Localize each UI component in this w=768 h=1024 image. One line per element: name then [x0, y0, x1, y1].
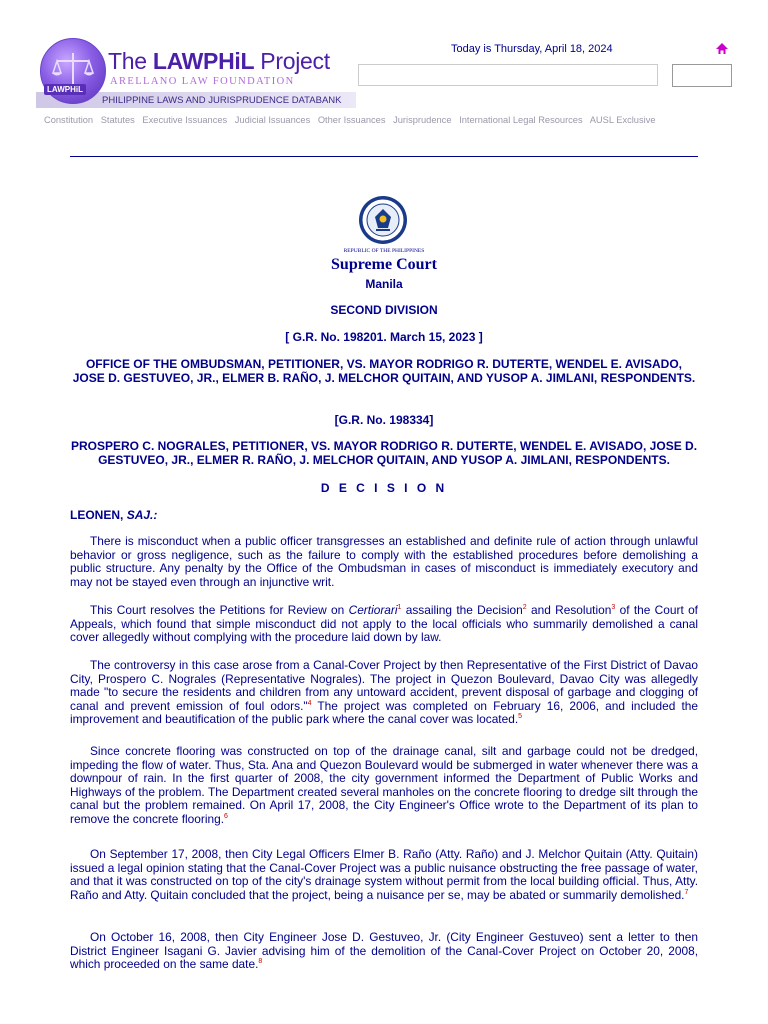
nav-item-executive-issuances[interactable]: Executive Issuances — [142, 115, 228, 125]
logo-databank-text: PHILIPPINE LAWS AND JURISPRUDENCE DATABANK — [102, 95, 342, 106]
supreme-court-seal-icon — [358, 195, 408, 245]
division-heading: SECOND DIVISION — [330, 303, 438, 317]
paragraph-3: The controversy in this case arose from a Canal-Cover Project by then Representative of the First District of Davao City, Prospero C. Nograles (Representative Nograles). The project in Quezon Boulevard, Davao City was allegedly made "to secure the residents and children from any untoward accident, prevent disposal of garbage and clogging of canal and prevent emission of foul odors."$^4$ The project was completed on February 16, 2006, and included the improvement and beautification of the public park where the canal cover was located.$^5$ — [70, 658, 698, 727]
logo-badge: LAWPHiL — [44, 84, 86, 95]
paragraph-5: On September 17, 2008, then City Legal Officers Elmer B. Raño (Atty. Raño) and J. Melchor Quitain (Atty. Quitain) issued a legal opinion stating that the Canal-Cover Project was a public nuisance obstructing the free passage of water, and that it was constructed on top of the city's drainage system without permit from the local building official. Thus, Atty. Raño and Atty. Quitain concluded that the project, being a nuisance per se, may be abated or summarily demolished.$^7$ — [70, 847, 698, 902]
nav-item-other-issuances[interactable]: Other Issuances — [317, 115, 386, 125]
republic-label: REPUBLIC OF THE PHILIPPINES — [343, 248, 425, 254]
footnote-ref[interactable]: 7 — [684, 888, 689, 896]
ponente: LEONEN, SAJ.: — [70, 508, 158, 522]
home-icon[interactable] — [715, 42, 729, 56]
footnote-ref[interactable]: 2 — [522, 604, 527, 612]
footnote-ref[interactable]: 5 — [518, 713, 523, 721]
lawphil-logo[interactable] — [36, 34, 366, 114]
site-header — [0, 0, 768, 135]
footnote-ref[interactable]: 6 — [224, 813, 228, 820]
nav-item-statutes[interactable]: Statutes — [100, 115, 135, 125]
nav-item-judicial-issuances[interactable]: Judicial Issuances — [234, 115, 311, 125]
current-date: Today is Thursday, April 18, 2024 — [451, 43, 613, 55]
decision-heading: D E C I S I O N — [320, 481, 448, 495]
footnote-ref[interactable]: 1 — [397, 604, 402, 612]
header-divider — [70, 156, 698, 157]
footnote-ref[interactable]: 8 — [258, 958, 263, 966]
nav-item-constitution[interactable]: Constitution — [44, 115, 94, 125]
case-parties-1: OFFICE OF THE OMBUDSMAN, PETITIONER, VS. MAYOR RODRIGO R. DUTERTE, WENDEL E. AVISADO, JOSE D. GESTUVEO, JR., ELMER B. RAÑO, J. MELCHOR QUITAIN, AND YUSOP A. JIMLANI, RESPONDENTS. — [72, 357, 696, 385]
court-name: Supreme Court — [331, 256, 437, 273]
paragraph-1: There is misconduct when a public officer transgresses an established and definite rule of action through unlawful behavior or gross negligence, such as the failure to comply with the established procedures before demolishing a public structure. Any penalty by the Office of the Ombudsman in cases of misconduct is immediately executory and may not be stayed even through an injunctive writ. — [70, 534, 698, 589]
gr-number-2: [G.R. No. 198334] — [334, 413, 434, 427]
paragraph-4: Since concrete flooring was constructed on top of the drainage canal, silt and garbage could not be dredged, impeding the flow of water. Thus, Sta. Ana and Quezon Boulevard would be submerged in water whenever there was a downpour of rain. In the first quarter of 2008, the city government informed the Department of Public Works and Highways of the problem. The Department created several manholes on the concrete flooring to dredge silt through the canal but the problem remained. On April 17, 2008, the City Engineer's Office wrote to the Department of its plan to remove the concrete flooring.$^6$ — [70, 744, 698, 826]
search-button[interactable] — [672, 64, 732, 87]
logo-title: The LAWPHiL Project — [108, 48, 330, 74]
footnote-ref[interactable]: 3 — [611, 604, 616, 612]
main-nav — [44, 115, 661, 125]
nav-item-international-legal-resources[interactable]: International Legal Resources — [459, 115, 583, 125]
court-city: Manila — [365, 277, 403, 291]
footnote-ref[interactable]: 4 — [307, 699, 312, 707]
gr-number-1: [ G.R. No. 198201. March 15, 2023 ] — [285, 330, 483, 344]
case-parties-2: PROSPERO C. NOGRALES, PETITIONER, VS. MAYOR RODRIGO R. DUTERTE, WENDEL E. AVISADO, JOSE D. GESTUVEO, JR., ELMER R. RAÑO, J. MELCHOR QUITAIN, AND YUSOP A. JIMLANI, RESPONDENTS. — [70, 439, 698, 467]
search-input[interactable] — [358, 64, 658, 86]
nav-item-jurisprudence[interactable]: Jurisprudence — [393, 115, 452, 125]
nav-item-ausl-exclusive[interactable]: AUSL Exclusive — [589, 115, 656, 125]
paragraph-6: On October 16, 2008, then City Engineer Jose D. Gestuveo, Jr. (City Engineer Gestuveo) sent a letter to then District Engineer Isagani G. Javier advising him of the demolition of the Canal-Cover Project on October 20, 2008, which proceeded on the same date.$^8$ — [70, 930, 698, 972]
paragraph-2: This Court resolves the Petitions for Review on Certiorari$^1$ assailing the Decision$^2$ and Resolution$^3$ of the Court of Appeals, which found that simple misconduct did not apply to the local officials who summarily demolished a canal cover allegedly without complying with the procedure laid down by law. — [70, 603, 698, 645]
logo-foundation-text: ARELLANO LAW FOUNDATION — [110, 76, 295, 87]
